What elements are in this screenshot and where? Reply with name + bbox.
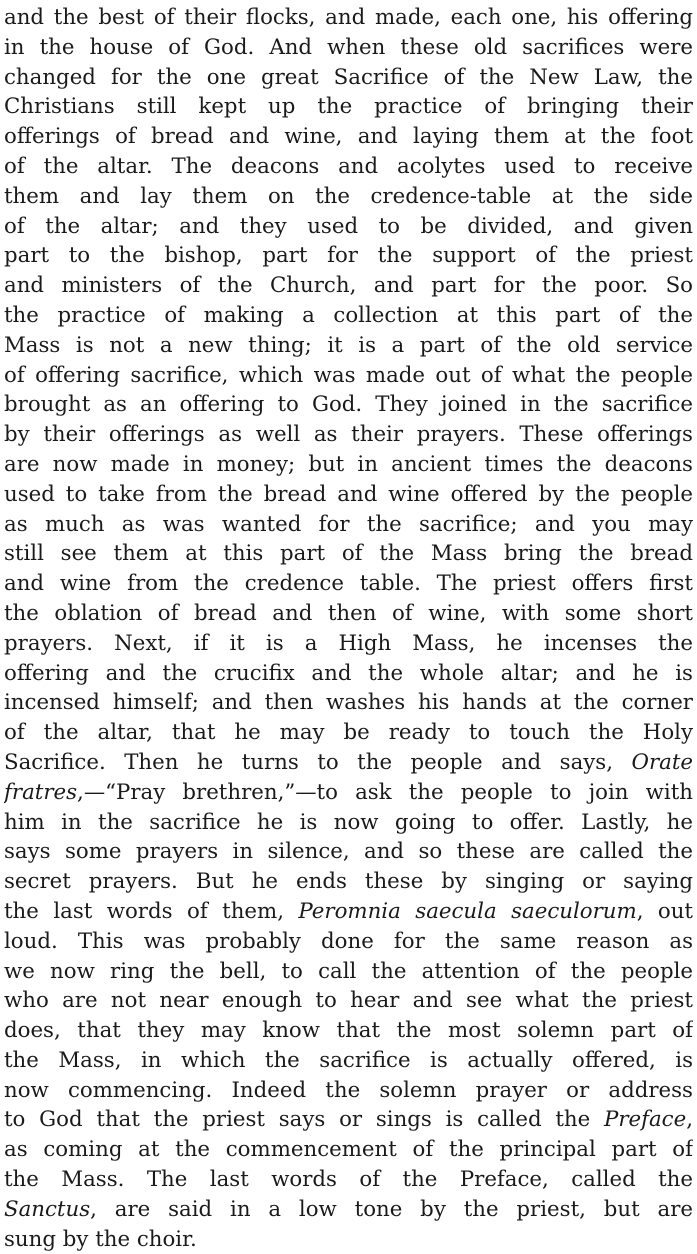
text-line: incensed himself; and then washes his hands at the corner xyxy=(4,690,693,716)
text-line: in the house of God. And when these old sacrifices were xyxy=(4,34,693,60)
text-run: , xyxy=(686,1107,693,1133)
text-run: , are said in a low tone by the priest, but are xyxy=(90,1196,693,1222)
text-line: Mass is not a new thing; it is a part of the old service xyxy=(4,332,693,358)
text-line xyxy=(4,1105,693,1135)
text-line: the Mass, in which the sacrifice is actually offered, is xyxy=(4,1047,693,1073)
italic-term: Sanctus xyxy=(4,1196,91,1222)
text-line: prayers. Next, if it is a High Mass, he incenses the xyxy=(4,630,693,656)
text-line: we now ring the bell, to call the attention of the people xyxy=(4,958,693,984)
text-line: and ministers of the Church, and part for the poor. So xyxy=(4,273,693,299)
text-line: are now made in money; but in ancient times the deacons xyxy=(4,451,693,477)
text-line: Christians still kept up the practice of bringing their xyxy=(4,94,693,120)
text-line: him in the sacrifice he is now going to offer. Lastly, he xyxy=(4,809,693,835)
text-line: sung by the choir. xyxy=(4,1226,197,1252)
text-line: secret prayers. But he ends these by singing or saying xyxy=(4,869,693,895)
text-run: Sacrifice. Then he turns to the people and says, xyxy=(4,749,632,775)
italic-term: Preface xyxy=(603,1107,687,1133)
text-run: , out xyxy=(636,898,693,924)
text-line: as coming at the commencement of the principal part of xyxy=(4,1137,693,1163)
text-line: them and lay them on the credence-table at the side xyxy=(4,183,693,209)
text-run: the last words of them, xyxy=(4,898,299,924)
text-line: the Mass. The last words of the Preface, called the xyxy=(4,1167,693,1193)
text-line: does, that they may know that the most solemn part of xyxy=(4,1018,693,1044)
text-line xyxy=(4,778,693,808)
text-line: used to take from the bread and wine offered by the people xyxy=(4,481,693,507)
text-run: to God that the priest says or sings is called the xyxy=(4,1107,604,1133)
text-line: and the best of their flocks, and made, each one, his offering xyxy=(4,5,693,30)
document-page xyxy=(4,3,693,1254)
text-line: offerings of bread and wine, and laying them at the foot xyxy=(4,124,693,150)
text-line: says some prayers in silence, and so these are called the xyxy=(4,839,693,865)
text-line xyxy=(4,897,693,927)
text-line: by their offerings as well as their prayers. These offerings xyxy=(4,422,693,448)
text-line: changed for the one great Sacrifice of the New Law, the xyxy=(4,64,693,90)
text-line: still see them at this part of the Mass bring the bread xyxy=(4,541,693,567)
text-line: part to the bishop, part for the support of the priest xyxy=(4,243,693,269)
text-line: of the altar; and they used to be divided, and given xyxy=(4,213,693,239)
text-line: loud. This was probably done for the same reason as xyxy=(4,928,693,954)
body-text xyxy=(4,3,693,1254)
text-line xyxy=(4,748,693,778)
text-line: as much as was wanted for the sacrifice; and you may xyxy=(4,511,693,537)
text-run: ,—“Pray brethren,”—to ask the people to join with xyxy=(77,779,693,805)
italic-term: Orate xyxy=(631,749,693,775)
text-line: and wine from the credence table. The priest offers first xyxy=(4,571,693,597)
italic-term: Peromnia saecula saeculorum xyxy=(298,898,637,924)
text-line: the oblation of bread and then of wine, with some short xyxy=(4,600,693,626)
text-line: now commencing. Indeed the solemn prayer or address xyxy=(4,1077,693,1103)
text-line: of the altar, that he may be ready to touch the Holy xyxy=(4,720,693,746)
text-line xyxy=(4,1195,693,1225)
text-line: brought as an offering to God. They joined in the sacrifice xyxy=(4,392,693,418)
italic-term: fratres xyxy=(4,779,78,805)
text-line: of the altar. The deacons and acolytes used to receive xyxy=(4,153,693,179)
text-line: the practice of making a collection at this part of the xyxy=(4,302,693,328)
text-line: offering and the crucifix and the whole altar; and he is xyxy=(4,660,693,686)
text-line: of offering sacrifice, which was made out of what the people xyxy=(4,362,693,388)
text-line: who are not near enough to hear and see what the priest xyxy=(4,988,693,1014)
